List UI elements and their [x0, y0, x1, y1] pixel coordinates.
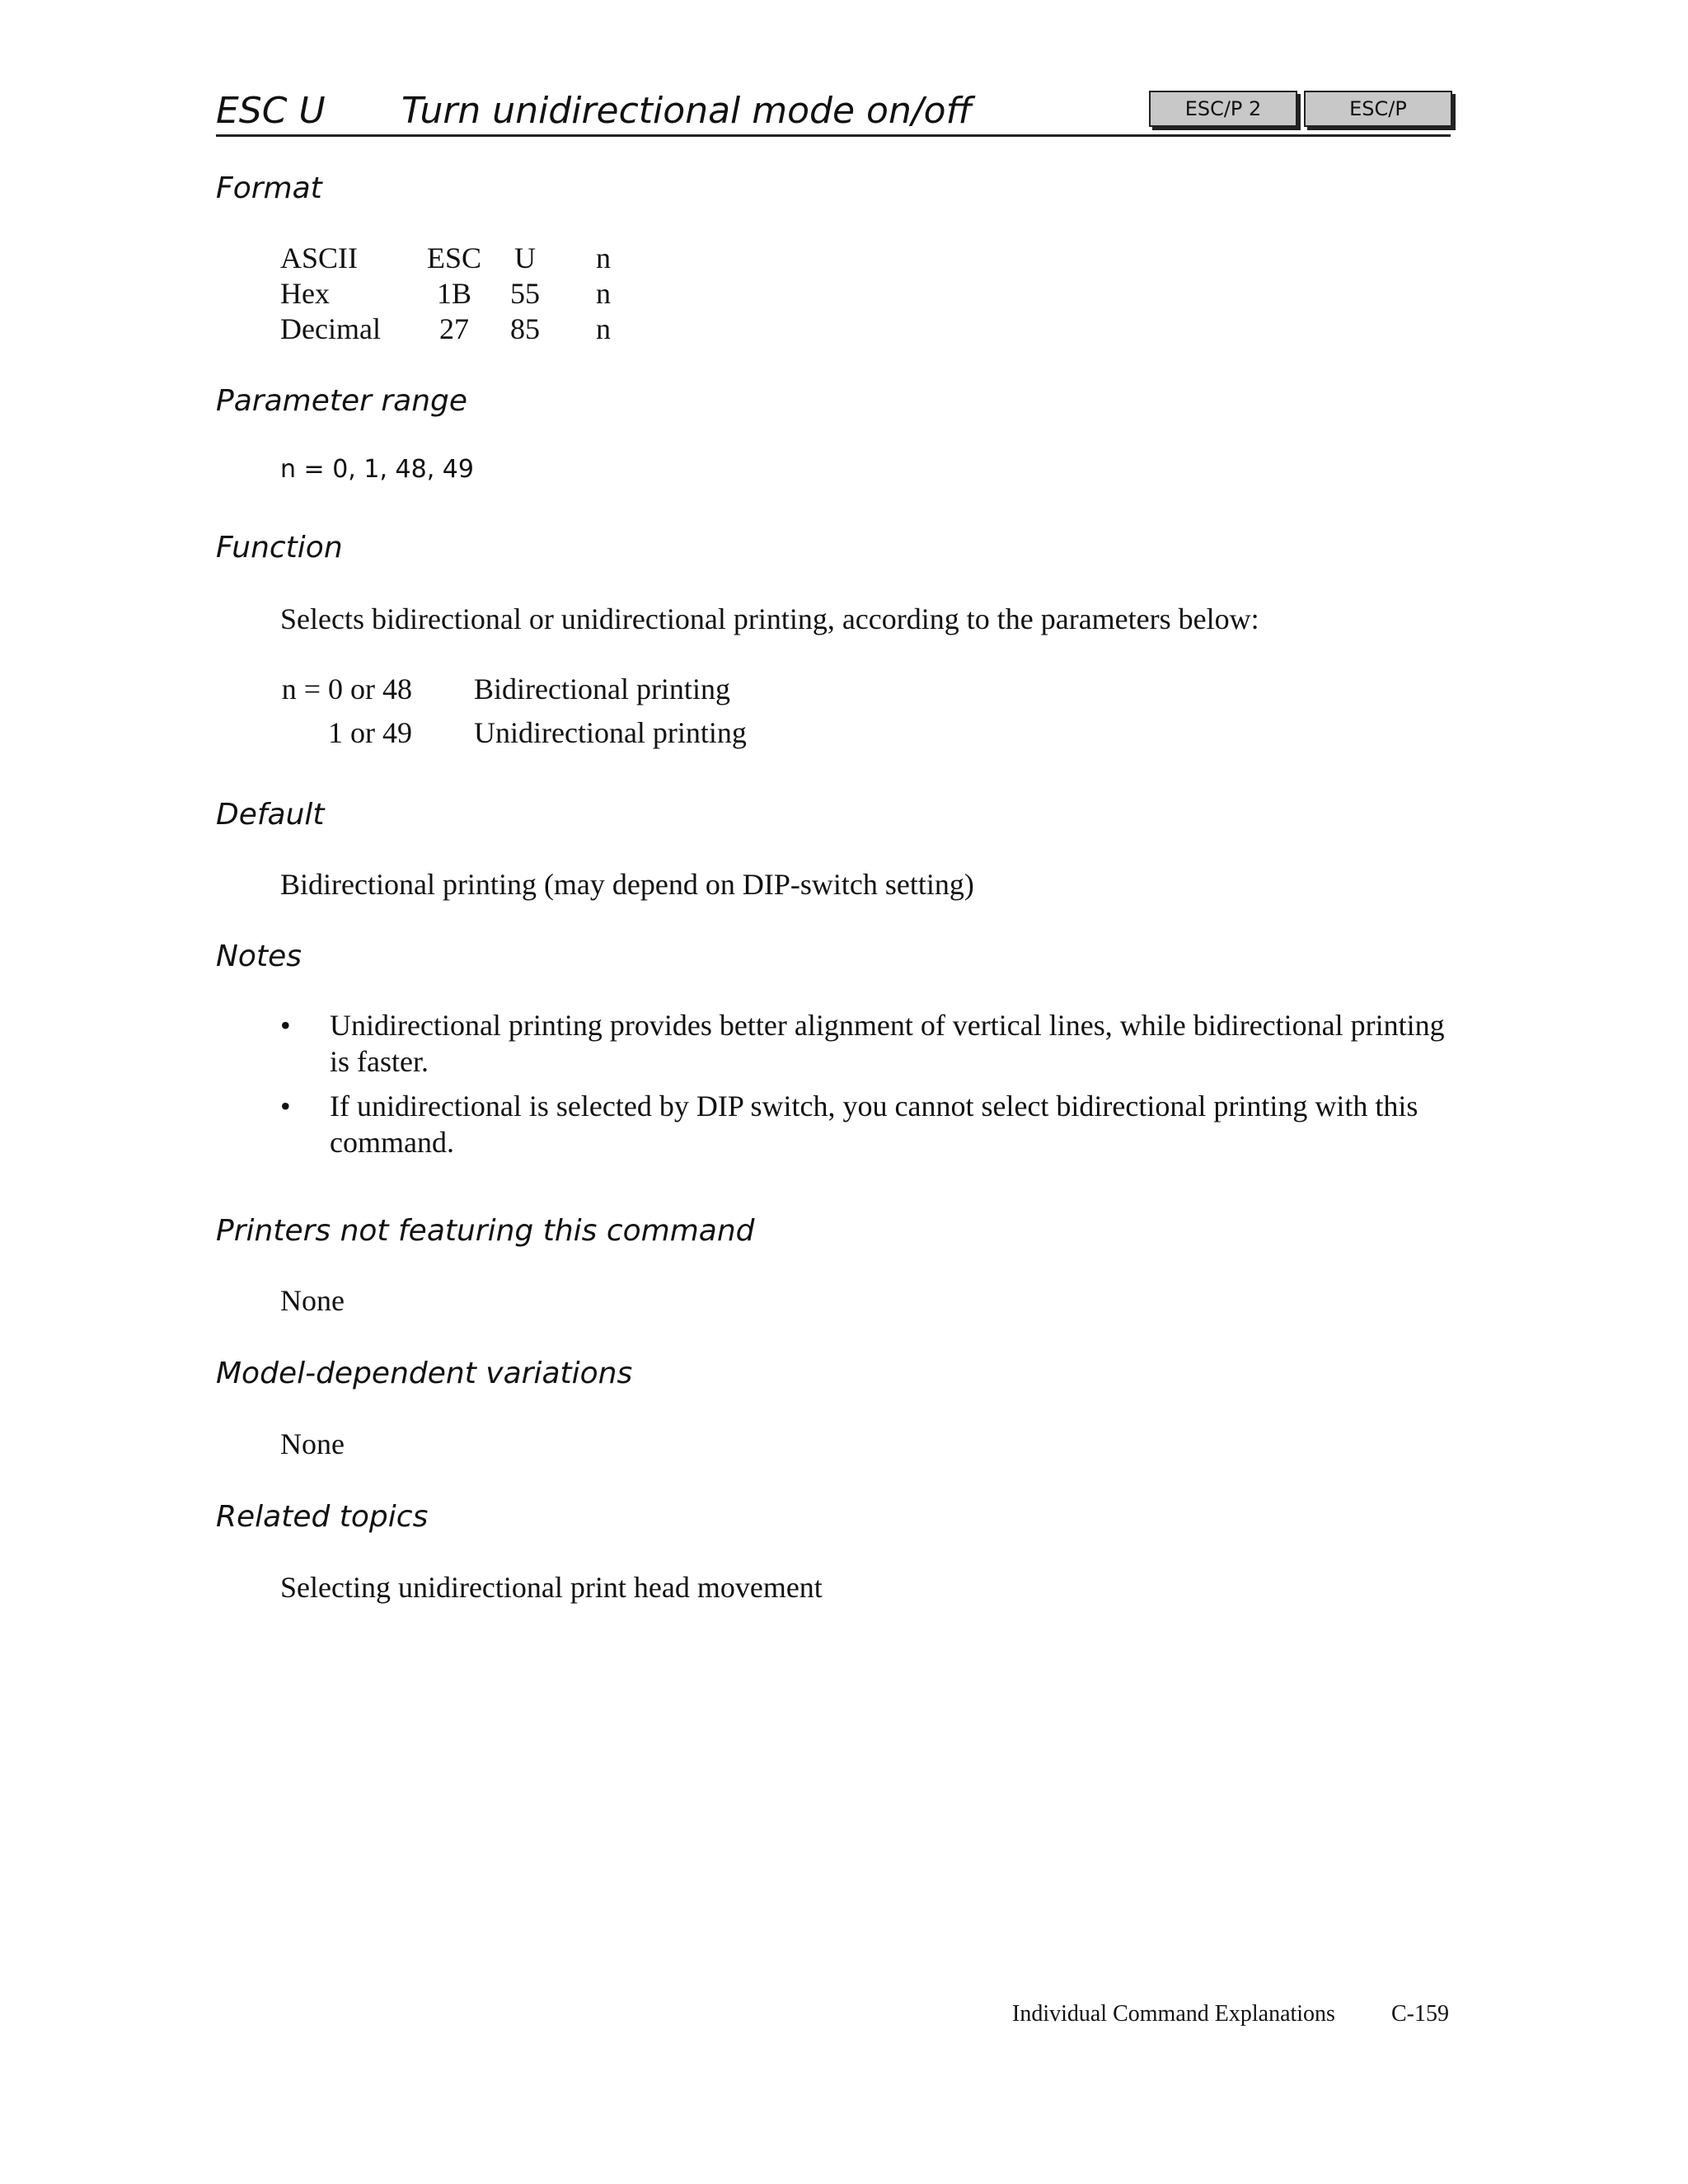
- command-name: ESC U: [216, 90, 326, 132]
- option-meaning: Bidirectional printing: [474, 673, 730, 705]
- notes-list: [280, 1007, 1451, 1169]
- table-row: [280, 241, 646, 276]
- format-cell: n: [596, 241, 611, 274]
- table-row: [280, 312, 646, 347]
- page-title: Turn unidirectional mode on/off: [401, 90, 973, 132]
- footer-section-title: Individual Command Explanations: [1012, 2001, 1335, 2027]
- format-cell: n: [596, 312, 611, 345]
- function-heading: Function: [216, 531, 343, 565]
- option-value: 1 or 49: [328, 716, 412, 749]
- variations-heading: Model-dependent variations: [216, 1357, 633, 1390]
- printers-heading: Printers not featuring this command: [216, 1214, 755, 1248]
- notes-heading: Notes: [216, 940, 302, 973]
- bullet-icon: •: [280, 1090, 291, 1122]
- note-text: Unidirectional printing provides better alignment of vertical lines, while bidirectional printing is faster.: [330, 1009, 1445, 1078]
- page-number: C-159: [1391, 2001, 1449, 2027]
- parameter-range-text: n = 0, 1, 48, 49: [280, 455, 474, 484]
- escp2-badge: ESC/P 2: [1149, 91, 1297, 127]
- format-cell: 55: [510, 277, 540, 310]
- format-table: [280, 241, 646, 347]
- table-row: [280, 276, 646, 312]
- format-cell: U: [514, 241, 536, 274]
- note-text: If unidirectional is selected by DIP switch, you cannot select bidirectional printing with this command.: [330, 1090, 1418, 1159]
- escp-badge: ESC/P: [1304, 91, 1452, 127]
- related-heading: Related topics: [216, 1500, 429, 1534]
- format-cell: 27: [439, 312, 469, 345]
- default-text: Bidirectional printing (may depend on DIP-switch setting): [280, 868, 974, 901]
- parameter-range-heading: Parameter range: [216, 384, 468, 418]
- format-cell: 1B: [436, 277, 471, 310]
- list-item: [280, 1088, 1451, 1160]
- format-row-label: Decimal: [280, 312, 381, 345]
- format-row-label: Hex: [280, 277, 330, 310]
- variations-text: None: [280, 1427, 345, 1460]
- bullet-icon: •: [280, 1009, 291, 1042]
- list-item: [280, 1007, 1451, 1080]
- format-cell: ESC: [426, 241, 482, 274]
- page-header: [216, 87, 1451, 137]
- printers-text: None: [280, 1284, 345, 1317]
- format-heading: Format: [216, 171, 322, 205]
- related-link[interactable]: Selecting unidirectional print head movement: [280, 1571, 823, 1604]
- function-text: Selects bidirectional or unidirectional printing, according to the parameters below:: [280, 602, 1259, 635]
- format-row-label: ASCII: [280, 241, 359, 274]
- default-heading: Default: [216, 798, 325, 832]
- option-value: n = 0 or 48: [281, 673, 412, 705]
- format-cell: n: [596, 277, 611, 310]
- option-meaning: Unidirectional printing: [474, 716, 747, 749]
- format-cell: 85: [510, 312, 540, 345]
